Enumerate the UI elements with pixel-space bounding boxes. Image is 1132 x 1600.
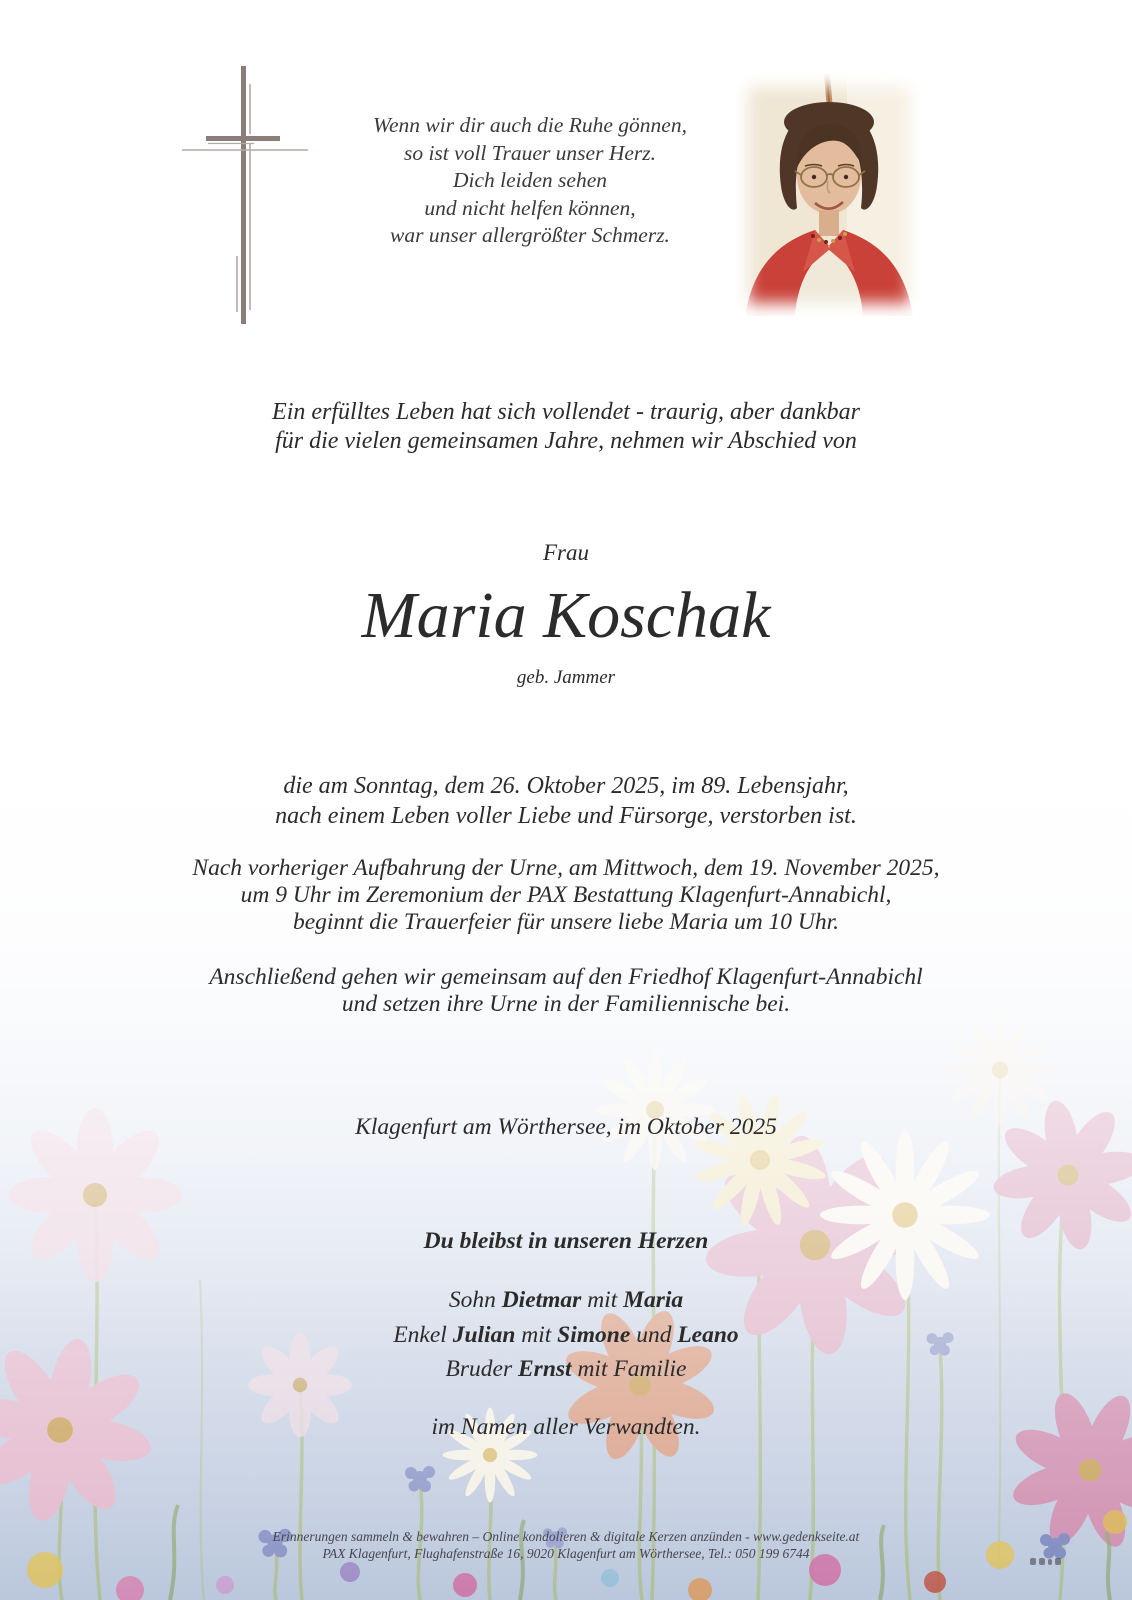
family-connector: mit Familie [571, 1356, 687, 1382]
burial-text [0, 964, 1132, 1018]
footer-funeral-home-line: PAX Klagenfurt, Flughafenstraße 16, 9020 Klagenfurt am Wörthersee, Tel.: 050 199 6744 [322, 1546, 810, 1561]
ceremony-line: Nach vorheriger Aufbahrung der Urne, am Mittwoch, dem 19. November 2025, [192, 855, 940, 881]
family-list [0, 1283, 1132, 1387]
poem-line: Wenn wir dir auch die Ruhe gönnen, [373, 113, 687, 137]
family-line [0, 1352, 1132, 1387]
poem-line: Dich leiden sehen [452, 168, 608, 192]
burial-line: und setzen ihre Urne in der Familiennische bei. [341, 991, 791, 1017]
family-line [0, 1318, 1132, 1353]
family-connector: und [630, 1321, 678, 1348]
family-connector: mit [581, 1287, 624, 1313]
deceased-name: Maria Koschak [361, 579, 771, 652]
burial-line: Anschließend gehen wir gemeinsam auf den Friedhof Klagenfurt-Annabichl [209, 964, 923, 990]
family-line [0, 1283, 1132, 1318]
passing-text [0, 772, 1132, 831]
poem-line: und nicht helfen können, [424, 195, 636, 220]
footer [0, 1528, 1132, 1562]
background-watermark-mark [1030, 1558, 1061, 1565]
intro-text [0, 398, 1132, 456]
memorial-poem [180, 112, 880, 250]
closing-text: im Namen aller Verwandten. [431, 1414, 701, 1440]
place-date: Klagenfurt am Wörthersee, im Oktober 2025 [355, 1114, 777, 1140]
family-name: Dietmar [501, 1287, 582, 1313]
family-name: Ernst [518, 1356, 572, 1382]
family-name: Maria [623, 1287, 684, 1313]
family-connector: mit [515, 1321, 558, 1348]
poem-line: war unser allergrößter Schmerz. [390, 223, 670, 247]
ceremony-line: beginnt die Trauerfeier für unsere liebe Maria um 10 Uhr. [292, 909, 840, 935]
passing-line: die am Sonntag, dem 26. Oktober 2025, im 89. Lebensjahr, [283, 773, 849, 799]
footer-memorial-site-line: Erinnerungen sammeln & bewahren – Online kondolieren & digitale Kerzen anzünden - www.gedenkseite.at [272, 1529, 860, 1544]
family-name: Simone [557, 1321, 631, 1348]
salutation: Frau [543, 540, 589, 565]
family-role: Sohn [448, 1287, 502, 1313]
family-name: Julian [452, 1321, 516, 1348]
farewell-motto: Du bleibst in unseren Herzen [423, 1228, 709, 1254]
intro-line: für die vielen gemeinsamen Jahre, nehmen wir Abschied von [275, 428, 857, 454]
intro-line: Ein erfülltes Leben hat sich vollendet - traurig, aber dankbar [272, 399, 860, 425]
maiden-name: geb. Jammer [516, 667, 616, 688]
passing-line: nach einem Leben voller Liebe und Fürsorge, verstorben ist. [275, 802, 857, 829]
family-role: Bruder [445, 1356, 518, 1382]
poem-line: so ist voll Trauer unser Herz. [403, 140, 657, 165]
ceremony-text [0, 855, 1132, 936]
family-name: Leano [677, 1321, 739, 1348]
ceremony-line: um 9 Uhr im Zeremonium der PAX Bestattung Klagenfurt-Annabichl, [240, 882, 892, 908]
family-role: Enkel [393, 1321, 453, 1348]
